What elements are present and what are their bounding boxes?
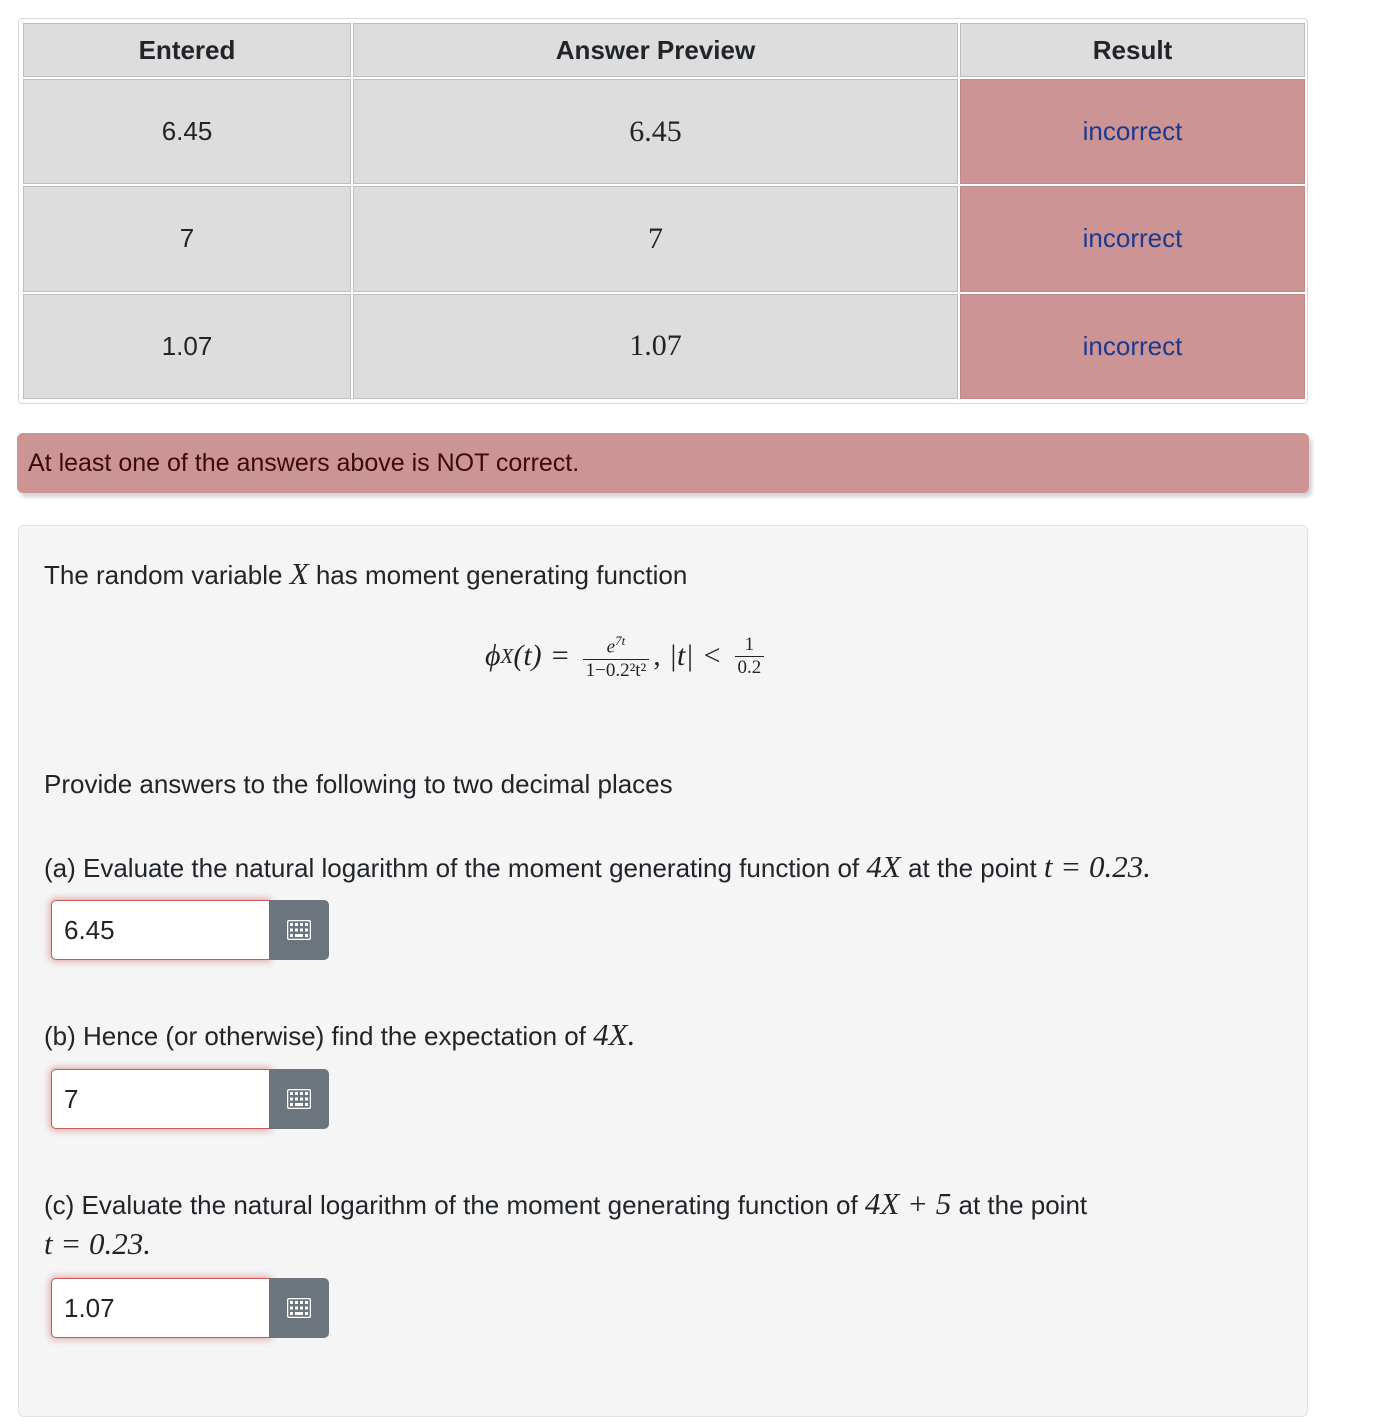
part-a-math: 4X bbox=[866, 849, 901, 884]
results-header-row bbox=[23, 23, 1305, 77]
part-b-math: 4X. bbox=[593, 1017, 636, 1052]
result-cell: incorrect bbox=[960, 186, 1305, 291]
table-row bbox=[23, 186, 1305, 291]
part-b-question bbox=[44, 1017, 635, 1053]
bound-denominator: 0.2 bbox=[735, 656, 765, 679]
fraction-numerator bbox=[604, 630, 629, 658]
formula-arg: (t) bbox=[513, 639, 542, 672]
results-table-container bbox=[18, 18, 1308, 404]
formula-equals: = bbox=[551, 639, 569, 672]
result-cell: incorrect bbox=[960, 79, 1305, 184]
instruction-text: Provide answers to the following to two decimal places bbox=[44, 769, 673, 799]
header-entered: Entered bbox=[23, 23, 351, 77]
part-a-mid: at the point bbox=[900, 853, 1044, 883]
part-a-keypad-button[interactable] bbox=[269, 900, 329, 960]
part-c-keypad-button[interactable] bbox=[269, 1278, 329, 1338]
part-c-math: 4X + 5 bbox=[864, 1186, 952, 1221]
part-c-post: at the point bbox=[951, 1190, 1088, 1220]
formula-bound-fraction bbox=[735, 634, 765, 679]
result-cell: incorrect bbox=[960, 294, 1305, 399]
part-a-answer-input[interactable] bbox=[51, 900, 269, 960]
alert-text: At least one of the answers above is NOT correct. bbox=[28, 449, 580, 477]
intro-text-post: has moment generating function bbox=[308, 560, 688, 590]
part-c-answer-input[interactable] bbox=[51, 1278, 269, 1338]
entered-cell: 6.45 bbox=[23, 79, 351, 184]
part-b-text: (b) Hence (or otherwise) find the expectation of bbox=[44, 1021, 594, 1051]
keypad-icon bbox=[287, 1089, 311, 1109]
table-row bbox=[23, 79, 1305, 184]
numerator-exponent: 7t bbox=[615, 633, 626, 649]
table-row bbox=[23, 294, 1305, 399]
part-b-keypad-button[interactable] bbox=[269, 1069, 329, 1129]
numerator-base: e bbox=[606, 636, 616, 658]
formula-phi: ϕ bbox=[485, 639, 501, 672]
formula-comma: , bbox=[653, 639, 661, 672]
preview-cell: 6.45 bbox=[353, 79, 958, 184]
keypad-icon bbox=[287, 920, 311, 940]
part-c-point: t = 0.23. bbox=[44, 1226, 152, 1261]
problem-intro bbox=[44, 556, 687, 592]
intro-variable: X bbox=[289, 556, 309, 591]
part-c-text: (c) Evaluate the natural logarithm of the moment generating function of bbox=[44, 1190, 865, 1220]
formula-abs-t: |t| bbox=[668, 639, 694, 672]
part-b-answer-input[interactable] bbox=[51, 1069, 269, 1129]
part-a-text: (a) Evaluate the natural logarithm of the moment generating function of bbox=[44, 853, 867, 883]
part-b-answer-group bbox=[51, 1069, 329, 1129]
part-c-question bbox=[44, 1186, 1087, 1222]
bound-numerator: 1 bbox=[744, 633, 755, 655]
incorrect-alert bbox=[17, 433, 1309, 493]
mgf-formula bbox=[485, 626, 768, 686]
part-c-answer-group bbox=[51, 1278, 329, 1338]
entered-cell: 1.07 bbox=[23, 294, 351, 399]
header-answer-preview: Answer Preview bbox=[353, 23, 958, 77]
formula-fraction bbox=[583, 630, 650, 681]
preview-cell: 1.07 bbox=[353, 294, 958, 399]
part-a-point: t = 0.23. bbox=[1043, 849, 1151, 884]
formula-phi-subscript: X bbox=[500, 643, 514, 668]
header-result: Result bbox=[960, 23, 1305, 77]
part-a-answer-group bbox=[51, 900, 329, 960]
part-a-question bbox=[44, 849, 1151, 885]
preview-cell: 7 bbox=[353, 186, 958, 291]
intro-text-pre: The random variable bbox=[44, 560, 290, 590]
keypad-icon bbox=[287, 1298, 311, 1318]
fraction-denominator: 1−0.2²t² bbox=[583, 659, 650, 682]
formula-less-than: < bbox=[703, 639, 721, 672]
results-table bbox=[21, 21, 1307, 401]
problem-panel bbox=[18, 525, 1308, 1417]
entered-cell: 7 bbox=[23, 186, 351, 291]
